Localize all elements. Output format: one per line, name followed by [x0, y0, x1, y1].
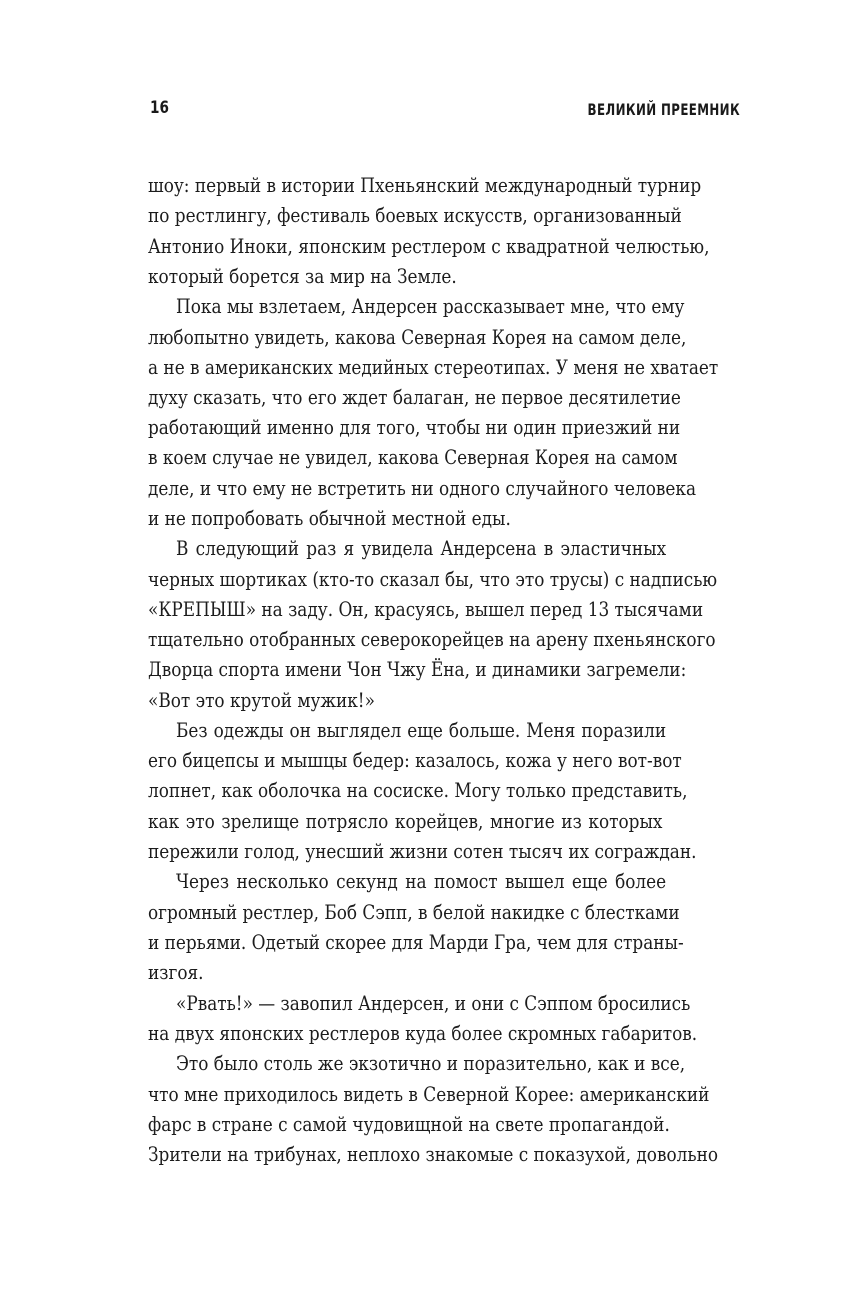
- text-line: тщательно отобранных северокорейцев на арену пхеньянского: [148, 628, 716, 651]
- text-line: его бицепсы и мышцы бедер: казалось, кожа у него вот-вот: [148, 749, 682, 772]
- running-title: ВЕЛИКИЙ ПРЕЕМНИК: [587, 100, 740, 119]
- text-line: огромный рестлер, Боб Сэпп, в белой накидке с блестками: [148, 901, 680, 924]
- text-line: и перьями. Одетый скорее для Марди Гра, чем для страны-: [148, 931, 684, 954]
- text-line: а не в американских медийных стереотипах. У меня не хватает: [148, 356, 719, 379]
- text-line: «КРЕПЫШ» на заду. Он, красуясь, вышел перед 13 тысячами: [148, 598, 704, 621]
- text-line: духу сказать, что его ждет балаган, не первое десятилетие: [148, 386, 681, 409]
- text-line: Антонио Иноки, японским рестлером с квадратной челюстью,: [148, 235, 710, 258]
- text-line: что мне приходилось видеть в Северной Корее: американский: [148, 1083, 710, 1106]
- text-line: изгоя.: [148, 961, 204, 984]
- page-header: [150, 98, 740, 122]
- text-line: Без одежды он выглядел еще больше. Меня поразили: [176, 719, 667, 742]
- page-number: 16: [150, 98, 169, 118]
- text-line: Дворца спорта имени Чон Чжу Ёна, и динамики загремели:: [148, 658, 687, 681]
- text-line: по рестлингу, фестиваль боевых искусств, организованный: [148, 204, 682, 227]
- text-line: в коем случае не увидел, какова Северная Корея на самом: [148, 446, 678, 469]
- text-line: на двух японских рестлеров куда более скромных габаритов.: [148, 1022, 698, 1045]
- text-line: любопытно увидеть, какова Северная Корея на самом деле,: [148, 326, 687, 349]
- text-line: Это было столь же экзотично и поразительно, как и все,: [176, 1052, 686, 1075]
- text-line: «Вот это крутой мужик!»: [148, 689, 375, 712]
- text-line: Через несколько секунд на помост вышел еще более: [176, 870, 667, 893]
- text-line: фарс в стране с самой чудовищной на свете пропагандой.: [148, 1113, 670, 1136]
- text-line: как это зрелище потрясло корейцев, многие из которых: [148, 810, 663, 833]
- text-line: деле, и что ему не встретить ни одного случайного человека: [148, 477, 697, 500]
- text-line: Зрители на трибунах, неплохо знакомые с показухой, довольно: [148, 1143, 718, 1166]
- text-line: и не попробовать обычной местной еды.: [148, 507, 511, 530]
- text-line: В следующий раз я увидела Андерсена в эластичных: [176, 537, 667, 560]
- text-line: работающий именно для того, чтобы ни один приезжий ни: [148, 416, 681, 439]
- text-line: шоу: первый в истории Пхеньянский международный турнир: [148, 174, 702, 197]
- text-line: лопнет, как оболочка на сосиске. Могу только представить,: [148, 779, 688, 802]
- text-line: «Рвать!» — завопил Андерсен, и они с Сэппом бросились: [176, 992, 691, 1015]
- text-line: который борется за мир на Земле.: [148, 265, 457, 288]
- text-line: Пока мы взлетаем, Андерсен рассказывает мне, что ему: [176, 295, 685, 318]
- text-line: пережили голод, унесший жизни сотен тысяч их сограждан.: [148, 840, 697, 863]
- text-line: черных шортиках (кто-то сказал бы, что это трусы) с надписью: [148, 568, 718, 591]
